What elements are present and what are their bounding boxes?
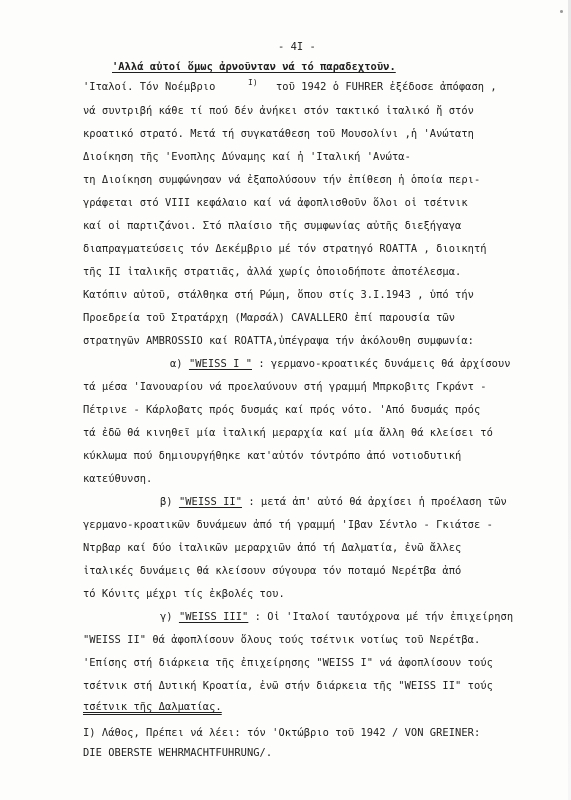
- body-line-9: τῆς II ἰταλικῆς στρατιᾶς, ἀλλά χωρίς ὁποιοδήποτε ἀποτέλεσμα.: [83, 266, 462, 278]
- body-line-2: νά συντριβή κάθε τί πού δέν ἀνήκει στόν τακτικό ἰταλικό ἤ στόν: [83, 105, 474, 117]
- section-c-prefix: γ): [160, 611, 173, 623]
- page-number: - 4I -: [278, 41, 316, 53]
- section-b-prefix: β): [160, 496, 173, 508]
- section-c-name: "WEISS III": [178, 611, 249, 623]
- section-a-first: [170, 357, 511, 371]
- section-a-name: "WEISS I ": [188, 358, 252, 370]
- section-c-line: "WEISS II" θά ἀφοπλίσουν ὅλους τούς τσέτνικ νοτίως τοῦ Νερέτβα.: [83, 634, 481, 646]
- body-line-5: τη Διοίκηση συμφώνησαν νά ἐξαπολύσουν τήν ἐπίθεση ἡ ὁποία περι-: [83, 174, 481, 186]
- footnote-ref: I): [248, 78, 258, 87]
- section-c-last-line: τσέτνικ τῆς Δαλματίας.: [83, 701, 222, 713]
- body-line-12: στρατηγῶν AMBROSSIO καί ROATTA,ὑπέγραψα τήν ἀκόλουθη συμφωνία:: [83, 335, 474, 347]
- section-b-name: "WEISS II": [178, 496, 242, 508]
- body-line-1b: τοῦ 1942 ὁ FUHRER ἐξέδοσε ἀπόφαση ,: [276, 81, 497, 93]
- section-c-first: [160, 610, 513, 624]
- body-line-1: [83, 80, 215, 94]
- scan-mark: [560, 10, 563, 13]
- body-line-6: γράφεται στό VIII κεφάλαιο καί νά ἀφοπλισθοῦν ὅλοι οἱ τσέτνικ: [83, 197, 468, 209]
- section-a-line: Πέτρινε - Κάρλοβατς πρός δυσμάς καί πρός νότο. 'Από δυσμάς πρός: [83, 404, 481, 416]
- section-a-prefix: α): [170, 358, 183, 370]
- section-c-line: τσέτνικ στή Δυτική Κροατία, ἐνῶ στήν διάρκεια τῆς "WEISS II" τούς: [83, 680, 493, 692]
- section-a-line: τά μέσα 'Ιανουαρίου νά προελαύνουν στή γραμμή Μπρκοβιτς Γκράντ -: [83, 381, 487, 393]
- section-a-line: τά ἐδῶ θά κινηθεῖ μία ἰταλική μεραρχία καί μία ἄλλη θά κλείσει τό: [83, 427, 493, 439]
- section-b-line: ἰταλικές δυνάμεις θά κλείσουν σύγουρα τόν ποταμό Νερέτβα ἀπό: [83, 565, 462, 577]
- footnote-marker: [248, 76, 258, 93]
- footnote-line-2: DIE OBERSTE WEHRMACHTFUHRUNG/.: [83, 747, 273, 759]
- section-a-text: : γερμανο-κροατικές δυνάμεις θά ἀρχίσουν: [258, 358, 511, 370]
- body-line-7: καί οἱ παρτιζάνοι. Στό πλαίσιο τῆς συμφωνίας αὐτῆς διεξήγαγα: [83, 220, 462, 232]
- body-line-8: διαπραγματεύσεις τόν Δεκέμβριο μέ τόν στρατηγό ROATTA , διοικητή: [83, 243, 487, 255]
- section-b-first: [160, 495, 507, 509]
- body-line-10: Κατόπιν αὐτοῦ, στάλθηκα στή Ρώμη, ὅπου στίς 3.I.1943 , ὑπό τήν: [83, 289, 474, 301]
- section-b-text: : μετά ἀπ' αὐτό θά ἀρχίσει ἡ προέλαση τῶν: [248, 496, 507, 508]
- section-b-line: τό Κόνιτς μέχρι τίς ἐκβολές του.: [83, 588, 285, 600]
- section-c-text: : Οἱ 'Ιταλοί ταυτόχρονα μέ τήν ἐπιχείρηση: [254, 611, 514, 623]
- body-line-11: Προεδρεία τοῦ Στρατάρχη (Μαρσάλ) CAVALLERO ἐπί παρουσία τῶν: [83, 312, 456, 324]
- section-c-line: 'Επίσης στή διάρκεια τῆς ἐπιχείρησης "WEISS I" νά ἀφοπλίσουν τούς: [83, 657, 493, 669]
- footnote-line-1: I) Λάθος, Πρέπει νά λέει: τόν 'Οκτώβριο τοῦ 1942 / VON GREINER:: [83, 727, 481, 739]
- body-line-1a: 'Ιταλοί. Τόν Νοέμβριο: [83, 81, 216, 93]
- section-a-line: κατεύθυνση.: [83, 473, 153, 485]
- body-line-4: Διοίκηση τῆς 'Ενοπλης Δύναμης καί ἡ 'Ιταλική 'Ανώτα-: [83, 151, 411, 163]
- heading: 'Αλλά αὐτοί ὅμως ἀρνοῦνταν νά τό παραδεχτοῦν.: [112, 61, 396, 73]
- section-b-line: γερμανο-κροατικῶν δυνάμεων ἀπό τή γραμμή 'Ιβαν Σέντλο - Γκιάτσε -: [83, 519, 493, 531]
- body-line-3: κροατικό στρατό. Μετά τή συγκατάθεση τοῦ Μουσολίνι ,ἡ 'Ανώτατη: [83, 128, 474, 140]
- section-a-line: κύκλωμα πού δημιουργήθηκε κατ'αὐτόν τόντρόπο ἀπό νοτιοδυτική: [83, 450, 462, 462]
- section-b-line: Ντρβαρ καί δύο ἰταλικῶν μεραρχιῶν ἀπό τή Δαλματία, ἐνῶ ἄλλες: [83, 542, 462, 554]
